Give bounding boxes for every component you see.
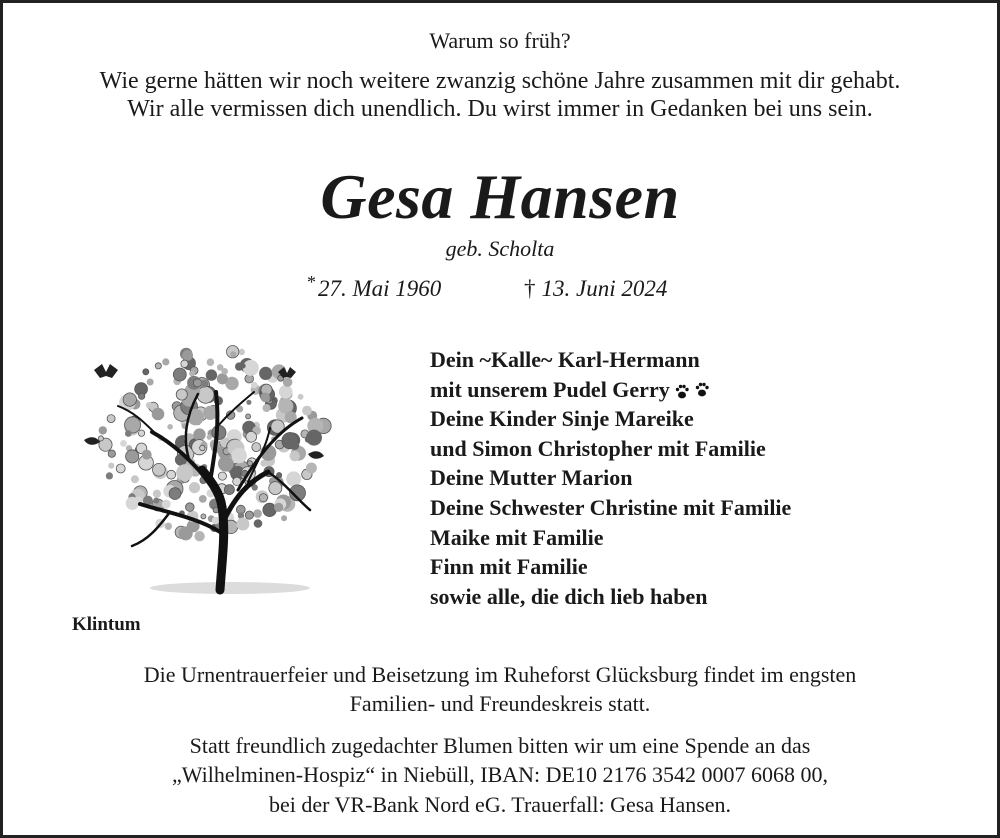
donation-line-1: Statt freundlich zugedachter Blumen bitten wir um eine Spende an das <box>189 733 811 758</box>
donation-line-3: bei der VR-Bank Nord eG. Trauerfall: Gesa Hansen. <box>268 792 732 817</box>
intro-line-2: Wir alle vermissen dich unendlich. Du wirst immer in Gedanken bei uns sein. <box>127 96 873 122</box>
death-cross-icon: † <box>524 276 536 301</box>
family-line-with-pet <box>430 375 791 405</box>
family-line: Finn mit Familie <box>430 554 588 580</box>
family-line: Deine Kinder Sinje Mareike <box>430 406 694 432</box>
family-line: sowie alle, die dich lieb haben <box>430 583 708 609</box>
family-line-text: mit unserem Pudel Gerry <box>430 376 670 402</box>
intro-question: Warum so früh? <box>429 28 571 53</box>
deceased-name: Gesa Hansen <box>320 161 680 232</box>
maiden-name: geb. Scholta <box>445 236 555 261</box>
tree-of-life-icon <box>70 332 340 602</box>
family-line: Maike mit Familie <box>430 524 604 550</box>
birth-date <box>307 272 442 302</box>
family-line: und Simon Christopher mit Familie <box>430 435 766 461</box>
family-line: Dein ~Kalle~ Karl-Hermann <box>430 347 700 372</box>
intro-line-1: Wie gerne hätten wir noch weitere zwanzig schöne Jahre zusammen mit dir gehabt. <box>99 68 901 94</box>
birth-date-text: 27. Mai 1960 <box>318 276 442 301</box>
birth-star-icon: * <box>307 272 316 292</box>
donation-line-2: „Wilhelminen-Hospiz“ in Niebüll, IBAN: DE10 2176 3542 0007 6068 00, <box>172 762 828 787</box>
ceremony-line-1: Die Urnentrauerfeier und Beisetzung im Ruheforst Glücksburg findet im engsten <box>143 662 857 687</box>
place-of-residence: Klintum <box>72 614 141 635</box>
family-line: Deine Schwester Christine mit Familie <box>430 494 792 520</box>
family-line: Deine Mutter Marion <box>430 465 633 491</box>
death-date <box>524 276 667 302</box>
death-date-text: 13. Juni 2024 <box>541 276 668 301</box>
paw-prints-icon <box>674 382 714 402</box>
ceremony-line-2: Familien- und Freundeskreis statt. <box>349 691 651 716</box>
family-list <box>430 345 791 611</box>
